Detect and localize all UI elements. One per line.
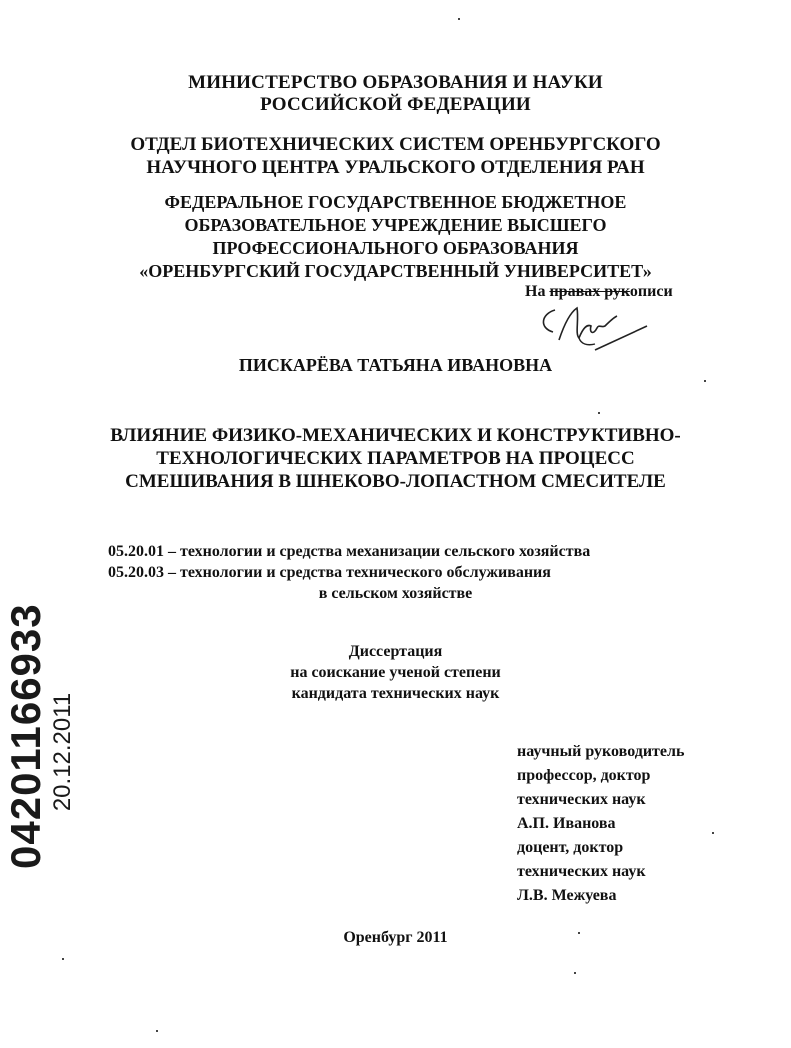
supervisor-line-4: А.П. Иванова [517,815,616,832]
dissertation-label: Диссертация [348,643,443,660]
scan-speck [704,380,706,382]
scan-speck [574,972,576,974]
scan-speck [156,1030,158,1032]
supervisor-line-3: технических наук [517,791,646,808]
scan-speck [598,412,600,414]
institution-line-4: «ОРЕНБУРГСКИЙ ГОСУДАРСТВЕННЫЙ УНИВЕРСИТЕТ» [139,261,652,281]
library-stamp-number: 04201166933 [2,603,49,869]
city-year: Оренбург 2011 [343,929,448,946]
dissertation-line-2: на соискание ученой степени [290,664,501,681]
scan-speck [578,932,580,934]
department-line-1: ОТДЕЛ БИОТЕХНИЧЕСКИХ СИСТЕМ ОРЕНБУРГСКОГО [130,134,661,155]
institution-line-3: ПРОФЕССИОНАЛЬНОГО ОБРАЗОВАНИЯ [212,238,579,258]
supervisor-line-1: научный руководитель [517,743,685,760]
institution-line-2: ОБРАЗОВАТЕЛЬНОЕ УЧРЕЖДЕНИЕ ВЫСШЕГО [184,215,607,235]
rights-prefix: На [525,283,550,300]
institution-line-1: ФЕДЕРАЛЬНОЕ ГОСУДАРСТВЕННОЕ БЮДЖЕТНОЕ [164,192,627,212]
department-line-2: НАУЧНОГО ЦЕНТРА УРАЛЬСКОГО ОТДЕЛЕНИЯ РАН [146,157,645,178]
specialty-line-1: 05.20.01 – технологии и средства механизации сельского хозяйства [108,543,591,560]
ministry-line-1: МИНИСТЕРСТВО ОБРАЗОВАНИЯ И НАУКИ [188,72,603,93]
supervisor-line-5: доцент, доктор [517,839,624,856]
supervisor-line-7: Л.В. Межуева [517,887,617,904]
ministry-line-2: РОССИЙСКОЙ ФЕДЕРАЦИИ [260,94,531,115]
rights-struck: правах рук [549,283,630,300]
rights-suffix: описи [629,283,673,300]
specialty-line-3: в сельском хозяйстве [318,585,473,602]
supervisor-line-6: технических наук [517,863,646,880]
scan-speck [458,18,460,20]
author-name: ПИСКАРЁВА ТАТЬЯНА ИВАНОВНА [238,355,553,375]
scan-speck [712,832,714,834]
supervisor-line-2: профессор, доктор [517,767,651,784]
scan-speck [62,958,64,960]
thesis-title-line-2: ТЕХНОЛОГИЧЕСКИХ ПАРАМЕТРОВ НА ПРОЦЕСС [156,448,635,469]
library-stamp-date: 20.12.2011 [49,692,76,812]
thesis-title-line-3: СМЕШИВАНИЯ В ШНЕКОВО-ЛОПАСТНОМ СМЕСИТЕЛЕ [125,471,666,492]
dissertation-line-3: кандидата технических наук [291,685,500,702]
specialty-line-2: 05.20.03 – технологии и средства технического обслуживания [108,564,551,581]
thesis-title-line-1: ВЛИЯНИЕ ФИЗИКО-МЕХАНИЧЕСКИХ И КОНСТРУКТИВНО- [110,425,681,446]
